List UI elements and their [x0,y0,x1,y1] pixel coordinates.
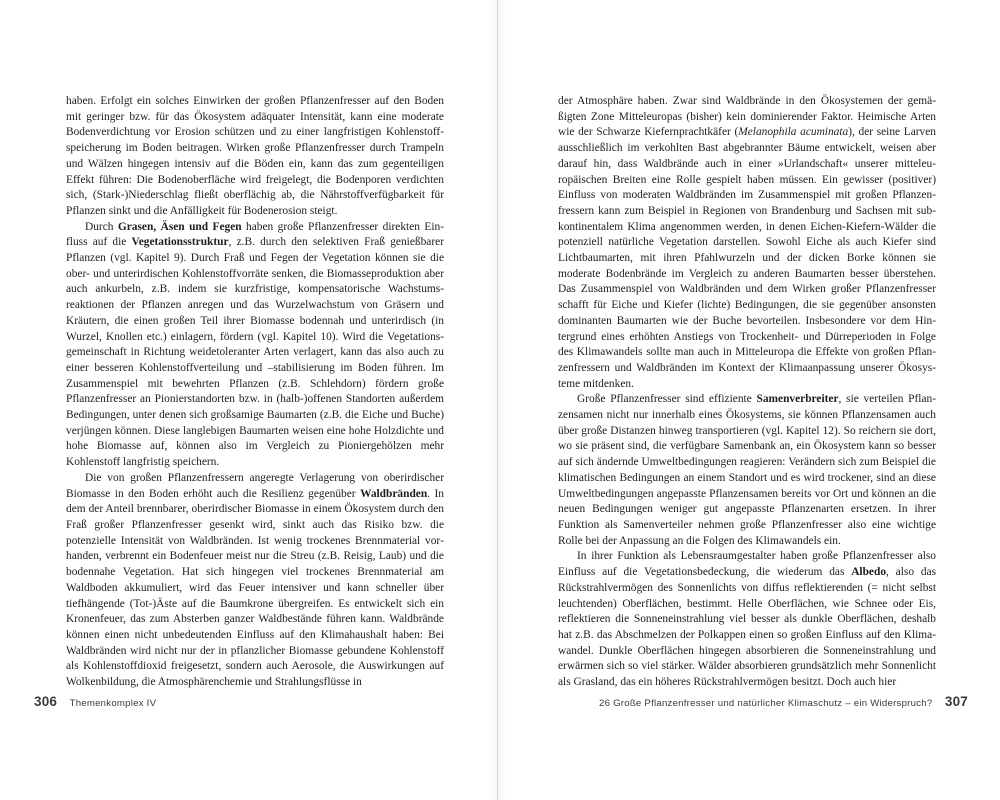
text-run: Durch [85,220,118,233]
text-run: haben große Pflanzenfresser direkten Einfluss auf die [66,220,444,249]
bold-term: Vegetationsstruktur [131,236,229,249]
paragraph [66,94,444,220]
text-run: ), der seine Larven ausschließlich im verkohlten Bast abgebrannter Bäume entwickelt, weisen aber darauf hin, dass Waldbrände auch in einer »Urlandschaft« unserer mitteleuropäischen Breiten eine Rolle gespielt haben müssen. Ein gewisser (positiver) Einfluss von moderaten Waldbränden im Zusammenspiel mit großen Pflanzenfressern kann zum Beispiel in Regionen von Brandenburg und Sachsen mit subkontinentalem Klima angenommen werden, in denen Eichen-Kiefern-Wälder die potenziell natürliche Vegetation darstellen. Sowohl Eiche als auch Kiefer sind Lichtbaumarten, mit ihren Pfahlwurzeln und der dicken Borke können sie moderate Bodenbrände im Vergleich zu anderen Baumarten besser überstehen. Das Zusammenspiel von Waldbränden und dem Wirken großer Pflanzenfresser schafft für Eiche und Kiefer (lichte) Bedingungen, die sie gegenüber ansonsten dominanten Baumarten wie der Buche bevorteilen. Insbesondere vor dem Hintergrund eines erhöhten Anstiegs von Trockenheit- und Dürreperioden in Folge des Klimawandels sollte man auch in Mitteleuropa die Effekte von großen Pflanzenfressern und Waldbränden im Kontext der Klimaanpassung unserer Ökosysteme mitdenken. [558,126,936,390]
bold-term: Waldbränden [360,487,428,500]
text-run: In ihrer Funktion als Lebensraumgestalter haben große Pflanzenfresser also Einfluss auf die Vegetationsbedeckung, die wiederum das [558,550,936,579]
gutter-divider [497,0,498,800]
text-run: Große Pflanzenfresser sind effiziente [577,393,757,406]
right-page-body [558,94,936,691]
bold-term: Samenverbreiter [756,393,839,406]
page-number: 307 [944,694,968,709]
gutter-shadow [490,0,506,800]
text-run: der Atmosphäre haben. Zwar sind Waldbrände in den Ökosystemen der gemäßigten Zone Mitteleuropas (bisher) kein dominierender Faktor. Heimische Arten wie der Schwarze Kiefernprachtkäfer ( [558,95,936,139]
text-run: , also das Rückstrahlvermögen des Sonnenlichts von diffus reflektierenden (= nicht selbst leuchtenden) Oberflächen, bestimmt. Helle Oberflächen, wie Schnee oder Eis, reflektieren die Sonneneinstrahlung viel besser als dunkle Oberflächen, deshalb hat z.B. das Abschmelzen der Polkappen einen so großen Einfluss auf den Klimawandel. Dunkle Oberflächen hingegen absorbieren die Sonneneinstrahlung und erwärmen sich so viel stärker. Wälder absorbieren grundsätzlich mehr Sonnenlicht als Grasland, das ein höheres Rückstrahlvermögen besitzt. Doch auch hier [558,566,937,689]
paragraph [558,549,936,690]
right-page-footer [599,693,968,709]
left-page-footer [34,693,156,709]
bold-term: Albedo [851,566,887,579]
text-run: , z.B. durch den selektiven Fraß genießbarer Pflanzen (vgl. Kapitel 9). Durch Fraß und Fegen der Vegetation können sie die ober- und unterirdischen Kohlenstoffvorräte senken, die Biomasseproduktion aber auch ankurbeln, z.B. indem sie kurzfristige, kompensatorische Wachstumsreaktionen der Pflanzen anregen und das Wurzelwachstum von Gräsern und Kräutern, die einen großen Teil ihrer Biomasse bodennah und unterirdisch (in Wurzel, Knollen etc.) einlagern, fördern (vgl. Kapitel 10). Wird die Vegetationsgemeinschaft in Richtung weidetoleranter Arten verlagert, kann das also auch zu einer besseren Kohlenstoffverteilung und –stabilisierung im Boden führen. Im Zusammenspiel mit bewehrten Pflanzen (z.B. Schlehdorn) fördern große Pflanzenfresser an Pionierstandorten bzw. in (halb-)offenen Standorten außerdem Bedingungen, unter denen sich großsamige Baumarten (z.B. die Eiche und Buche) verjüngen können. Diese langlebigen Baumarten weisen eine hohe Holzdichte und hohe Biomasse auf, können also im Vergleich zu Pioniergehölzen mehr Kohlenstoff langfristig speichern. [66,236,444,469]
running-head: 26 Große Pflanzenfresser und natürlicher Klimaschutz – ein Widerspruch? [598,698,933,709]
text-run: , sie verteilen Pflanzensamen nicht nur innerhalb eines Ökosystems, sie können Pflanzensamen auch über große Distanzen hinweg transportieren (vgl. Kapitel 12). So reichern sie dort, wo sie präsent sind, die verfügbare Samenbank an, ein Ökosystem kann so besser auf sich ändernde Umweltbedingungen reagieren: Verändern sich zum Beispiel die klimatischen Bedingungen an einem Standort und es wird trockener, sind an diese Umweltbedingungen angepasste Pflanzensamen bereits vor Ort und können an die neuen Bedingungen weniger gut angepasste Pflanzenarten ersetzen. In ihrer Funktion als Samenverteiler nehmen große Pflanzenfresser also eine wichtige Rolle bei der Anpassung an die Folgen des Klimawandels ein. [558,393,936,547]
text-run: haben. Erfolgt ein solches Einwirken der großen Pflanzenfresser auf den Boden mit geringer bzw. für das Ökosystem adäquater Intensität, kann eine moderate Bodenverdichtung vor Erosion schützen und zu einer langfristigen Kohlenstoffspeicherung im Boden beitragen. Wirken große Pflanzenfresser durch Trampeln und Wälzen hingegen intensiv auf die Böden ein, kann das zum gegenteiligen Effekt führen: Die Bodenoberfläche wird freigelegt, die Bodenporen verdichten sich, (Stark-)Niederschlag fließt oberflächig ab, die Nährstoffverfügbarkeit für Pflanzen sinkt und die Anfälligkeit für Bodenerosion steigt. [66,95,444,217]
text-run: . In dem der Anteil brennbarer, oberirdischer Biomasse in einem Ökosystem durch den Fraß großer Pflanzenfresser gesenkt wird, sinkt auch das Risiko bzw. die potenzielle Intensität von Waldbränden. Ist wenig trockenes Brennmaterial vorhanden, verbrennt ein Bodenfeuer meist nur die Streu (z.B. Reisig, Laub) und die bodennahe Vegetation. Hat sich hingegen viel trockenes Brennmaterial am Waldboden akkumuliert, wird das Feuer intensiver und kann schneller über tiefhängende (Tot-)Äste auf die Baumkrone übergreifen. Es entwickelt sich ein Kronenfeuer, das zum Absterben ganzer Waldbestände führen kann. Waldbrände können einen nicht unbedeutenden Einfluss auf den Klimahaushalt haben: Bei Waldbränden wird nicht nur der in pflanzlicher Biomasse gebundene Kohlenstoff als Kohlenstoffdioxid freigesetzt, sondern auch Aerosole, die Auswirkungen auf Wolkenbildung, die Atmosphärenchemie und Strahlungsflüsse in [66,487,444,689]
italic-term: Melanophila acuminata [738,126,849,139]
page-number: 306 [34,694,58,709]
paragraph [558,392,936,549]
paragraph [66,471,444,691]
bold-term: Grasen, Äsen und Fegen [117,220,242,233]
left-page-body [66,94,444,691]
text-run: Die von großen Pflanzenfressern angeregte Verlagerung von oberirdischer Biomasse in den Boden erhöht auch die Resilienz gegenüber [66,471,444,500]
paragraph [66,220,444,471]
paragraph [558,94,936,392]
running-head: Themenkomplex IV [69,698,157,709]
